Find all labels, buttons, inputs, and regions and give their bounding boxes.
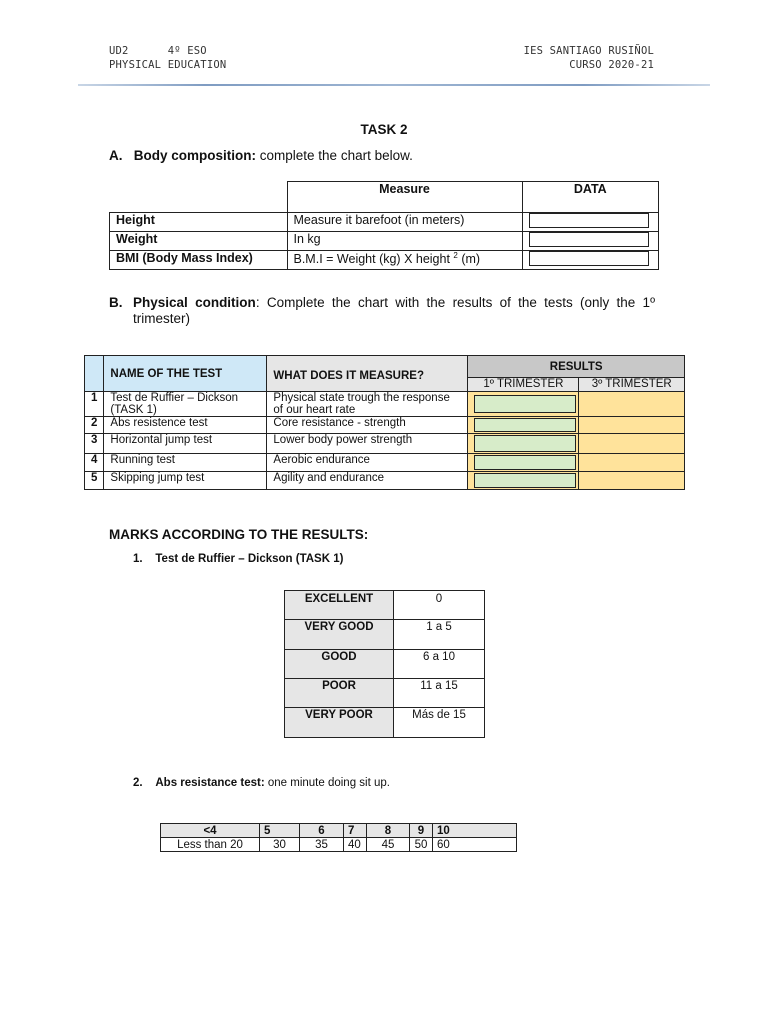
row-num: 1 [85, 392, 104, 417]
marks-title: MARKS ACCORDING TO THE RESULTS: [109, 527, 369, 542]
section-b-letter: B. [109, 295, 123, 310]
row-bmi-label: BMI (Body Mass Index) [110, 251, 288, 270]
header-divider [78, 84, 710, 86]
result-t1-input[interactable] [474, 418, 576, 432]
item-2-number: 2. [133, 777, 143, 789]
ruffier-marks-table [284, 590, 485, 738]
grade-range: Más de 15 [394, 708, 485, 738]
grade-label: POOR [285, 679, 394, 708]
section-b-heading [109, 295, 655, 327]
header-school: IES SANTIAGO RUSIÑOL [523, 45, 654, 57]
physical-condition-table [84, 355, 685, 490]
abs-mark-header: 6 [300, 824, 344, 838]
abs-mark-header: 8 [367, 824, 410, 838]
row-num: 2 [85, 417, 104, 434]
test-name: Test de Ruffier – Dickson (TASK 1) [104, 392, 267, 417]
row-height-data [522, 213, 659, 232]
test-measures: Aerobic endurance [267, 454, 468, 472]
item-1-title: Test de Ruffier – Dickson (TASK 1) [155, 553, 344, 565]
bmi-input[interactable] [529, 251, 649, 266]
result-t1-cell [468, 417, 579, 434]
row-height-label: Height [110, 213, 288, 232]
height-input[interactable] [529, 213, 649, 228]
result-t3-cell[interactable] [579, 472, 685, 490]
bmi-unit: (m) [457, 252, 481, 267]
test-name: Horizontal jump test [104, 434, 267, 454]
item-1-number: 1. [133, 553, 143, 565]
row-num: 4 [85, 454, 104, 472]
abs-reps-value: 40 [344, 838, 367, 852]
bmi-exponent: 2 [453, 251, 458, 260]
result-t1-cell [468, 434, 579, 454]
result-t3-cell[interactable] [579, 392, 685, 417]
grade-label: GOOD [285, 650, 394, 679]
grade-range: 0 [394, 591, 485, 620]
section-b-bold: Physical condition [133, 295, 256, 310]
result-t1-cell [468, 472, 579, 490]
grade-range: 6 a 10 [394, 650, 485, 679]
header-right [524, 44, 654, 72]
abs-reps-value: 45 [367, 838, 410, 852]
row-weight-data [522, 232, 659, 251]
grade-range: 11 a 15 [394, 679, 485, 708]
abs-reps-value: 35 [300, 838, 344, 852]
grade-label: VERY POOR [285, 708, 394, 738]
section-a-bold: Body composition: [133, 148, 257, 163]
result-t1-input[interactable] [474, 455, 576, 470]
abs-reps-value: 30 [260, 838, 300, 852]
section-a-text: complete the chart below. [256, 148, 413, 163]
test-measures: Core resistance - strength [267, 417, 468, 434]
result-t1-input[interactable] [474, 435, 576, 452]
test-measures: Physical state trough the response of our heart rate [267, 392, 468, 417]
grade-label: VERY GOOD [285, 620, 394, 650]
marks-item-1 [133, 553, 343, 565]
col-trimester-1: 1º TRIMESTER [468, 378, 579, 392]
row-num: 5 [85, 472, 104, 490]
task-title: TASK 2 [360, 122, 408, 137]
header-unit: UD2 4º ESO [109, 45, 207, 57]
row-weight-label: Weight [110, 232, 288, 251]
result-t3-cell[interactable] [579, 454, 685, 472]
marks-item-2 [133, 777, 390, 789]
abs-reps-value: 50 [410, 838, 433, 852]
result-t1-input[interactable] [474, 473, 576, 488]
result-t3-cell[interactable] [579, 417, 685, 434]
grade-label: EXCELLENT [285, 591, 394, 620]
col-measure: Measure [287, 182, 522, 213]
abs-mark-header: <4 [161, 824, 260, 838]
abs-reps-value: 60 [433, 838, 517, 852]
abs-reps-value: Less than 20 [161, 838, 260, 852]
header-left [109, 44, 226, 72]
item-2-text: one minute doing sit up. [264, 777, 390, 789]
abs-marks-table [160, 823, 517, 852]
test-name: Running test [104, 454, 267, 472]
weight-input[interactable] [529, 232, 649, 247]
result-t3-cell[interactable] [579, 434, 685, 454]
test-name: Skipping jump test [104, 472, 267, 490]
body-composition-table [109, 181, 659, 270]
grade-range: 1 a 5 [394, 620, 485, 650]
bmi-formula: B.M.I = Weight (kg) X height [293, 252, 454, 267]
num-header [85, 356, 104, 392]
row-weight-measure: In kg [287, 232, 522, 251]
result-t1-cell [468, 392, 579, 417]
col-what-measure: WHAT DOES IT MEASURE? [267, 356, 468, 392]
col-results: RESULTS [468, 356, 685, 378]
row-num: 3 [85, 434, 104, 454]
section-a-heading [109, 148, 413, 163]
col-data: DATA [522, 182, 659, 213]
col-test-name: NAME OF THE TEST [104, 356, 267, 392]
row-bmi-data [522, 251, 659, 270]
test-measures: Lower body power strength [267, 434, 468, 454]
abs-mark-header: 10 [433, 824, 517, 838]
row-height-measure: Measure it barefoot (in meters) [287, 213, 522, 232]
header-course: CURSO 2020-21 [569, 59, 654, 71]
test-name: Abs resistence test [104, 417, 267, 434]
abs-mark-header: 5 [260, 824, 300, 838]
section-b-text: : Complete the chart with the results of the tests (only the 1º trimester) [133, 295, 655, 326]
abs-mark-header: 9 [410, 824, 433, 838]
test-measures: Agility and endurance [267, 472, 468, 490]
header-subject: PHYSICAL EDUCATION [109, 59, 227, 71]
result-t1-input[interactable] [474, 395, 576, 413]
col-trimester-3: 3º TRIMESTER [579, 378, 685, 392]
section-a-letter: A. [109, 148, 123, 163]
abs-mark-header: 7 [344, 824, 367, 838]
item-2-title: Abs resistance test: [155, 777, 265, 789]
row-bmi-measure [287, 251, 522, 270]
empty-corner [110, 182, 288, 213]
result-t1-cell [468, 454, 579, 472]
